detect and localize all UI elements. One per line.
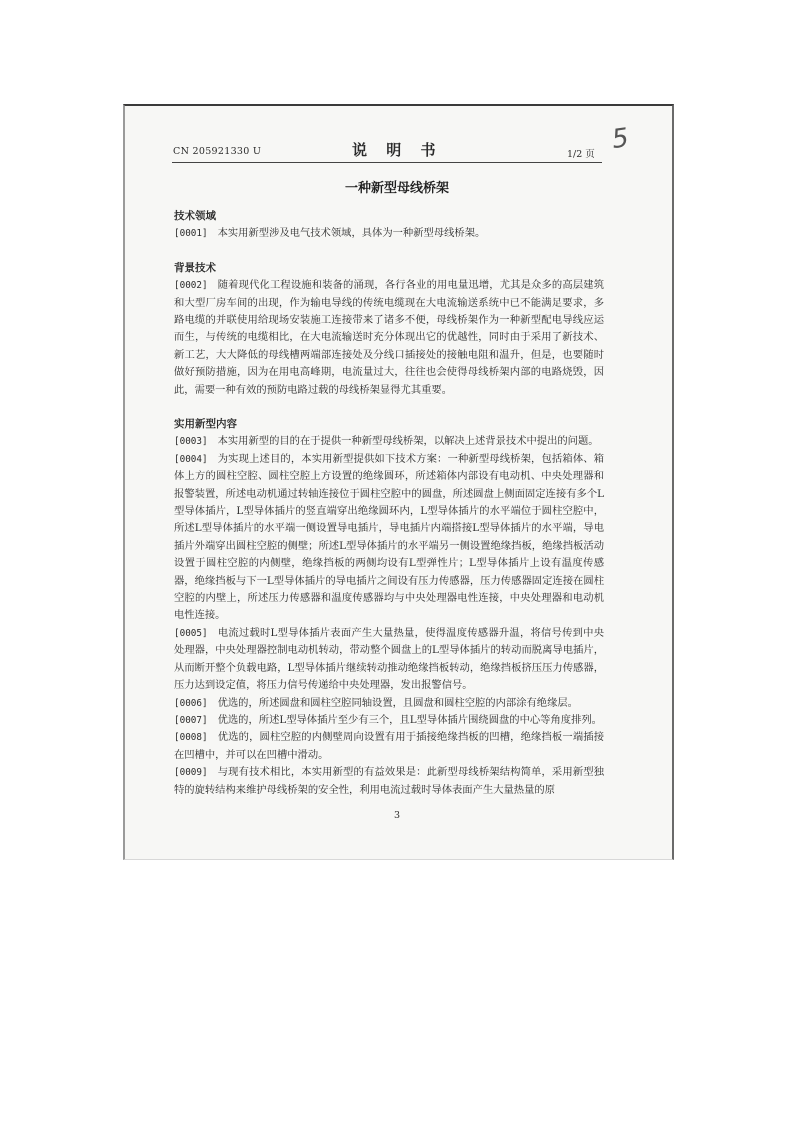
paragraph-number: [0008] [174, 732, 208, 744]
section-gap [174, 243, 604, 260]
handwritten-mark: 5 [609, 122, 631, 156]
paragraph-number: [0007] [174, 714, 208, 726]
paragraph-0005 [174, 625, 604, 695]
paragraph-0004 [174, 451, 604, 625]
document-body [174, 208, 604, 799]
section-heading-utility-content: 实用新型内容 [174, 418, 237, 431]
document-type-title: 说 明 书 [352, 141, 443, 159]
paragraph-number: [0001] [174, 228, 208, 240]
paragraph-0009 [174, 764, 604, 799]
paragraph-text: 优选的，所述L型导体插片至少有三个，且L型导体插片围绕圆盘的中心等角度排列。 [217, 713, 602, 726]
paragraph-text: 随着现代化工程设施和装备的涌现，各行各业的用电量迅增，尤其是众多的高层建筑和大型厂房车间的出现，作为输电导线的传统电缆现在大电流输送系统中已不能满足要求，多路电缆的并联使用给现场安装施工连接带来了诸多不便，母线桥架作为一种新型配电导线应运而生，与传统的电缆相比，在大电流输送时充分体现出它的优越性，同时由于采用了新技术、新工艺，大大降低的母线槽两端部连接处及分线口插接处的接触电阻和温升，但是，也要随时做好预防措施，因为在用电高峰期，电流量过大，往往也会使得母线桥架内部的电路烧毁，因此，需要一种有效的预防电路过载的母线桥架显得尤其重要。 [174, 279, 604, 396]
section-heading-technical-field: 技术领域 [174, 210, 216, 222]
paragraph-text: 优选的，圆柱空腔的内侧壁周向设置有用于插接绝缘挡板的凹槽，绝缘挡板一端插接在凹槽中，并可以在凹槽中滑动。 [174, 731, 604, 761]
page-indicator: 1/2 页 [567, 149, 595, 160]
paragraph-number: [0005] [174, 627, 208, 639]
paragraph-0003 [174, 433, 604, 450]
publication-number: CN 205921330 U [173, 146, 262, 157]
page-number: 3 [393, 810, 401, 821]
paragraph-number: [0002] [174, 280, 208, 292]
paragraph-text: 本实用新型涉及电气技术领域，具体为一种新型母线桥架。 [217, 227, 486, 240]
paragraph-number: [0003] [174, 436, 208, 448]
paragraph-0008 [174, 729, 604, 764]
paragraph-text: 为实现上述目的，本实用新型提供如下技术方案：一种新型母线桥架，包括箱体、箱体上方的圆柱空腔、圆柱空腔上方设置的绝缘圆环，所述箱体内部设有电动机、中央处理器和报警装置，所述电动机通过转轴连接位于圆柱空腔中的圆盘，所述圆盘上侧面固定连接有多个L型导体插片，L型导体插片的竖直端穿出绝缘圆环内，L型导体插片的水平端位于圆柱空腔中，所述L型导体插片的水平端一侧设置导电插片，导电插片内端搭接L型导体插片的水平端，导电插片外端穿出圆柱空腔的侧壁；所述L型导体插片的水平端另一侧设置绝缘挡板，绝缘挡板活动设置于圆柱空腔的内侧壁，绝缘挡板的两侧均设有L型弹性片；L型导体插片上设有温度传感器，绝缘挡板与下一L型导体插片的导电插片之间设有压力传感器，压力传感器固定连接在圆柱空腔的内壁上，所述压力传感器和温度传感器均与中央处理器电性连接，中央处理器和电动机电性连接。 [174, 452, 604, 622]
section-gap [174, 399, 604, 416]
paragraph-0001 [174, 225, 604, 242]
paragraph-number: [0006] [174, 697, 208, 709]
paragraph-0007 [174, 712, 604, 729]
paragraph-number: [0004] [174, 453, 208, 465]
paragraph-text: 优选的，所述圆盘和圆柱空腔同轴设置，且圆盘和圆柱空腔的内部涂有绝缘层。 [217, 696, 578, 709]
paragraph-0006 [174, 695, 604, 712]
section-heading-background: 背景技术 [174, 261, 216, 274]
paragraph-text: 与现有技术相比，本实用新型的有益效果是：此新型母线桥架结构简单，采用新型独特的旋转结构来维护母线桥架的安全性，利用电流过载时导体表面产生大量热量的原 [174, 766, 604, 796]
paragraph-0002 [174, 277, 604, 399]
header-divider [172, 162, 602, 163]
paragraph-text: 本实用新型的目的在于提供一种新型母线桥架，以解决上述背景技术中提出的问题。 [217, 435, 599, 448]
document-title: 一种新型母线桥架 [344, 181, 449, 196]
paragraph-text: 电流过载时L型导体插片表面产生大量热量，使得温度传感器升温，将信号传到中央处理器，中央处理器控制电动机转动，带动整个圆盘上的L型导体插片的转动而脱离导电插片，从而断开整个负载电路，L型导体插片继续转动推动绝缘挡板转动，绝缘挡板挤压压力传感器，压力达到设定值，将压力信号传递给中央处理器，发出报警信号。 [174, 626, 604, 692]
paragraph-number: [0009] [174, 767, 208, 779]
